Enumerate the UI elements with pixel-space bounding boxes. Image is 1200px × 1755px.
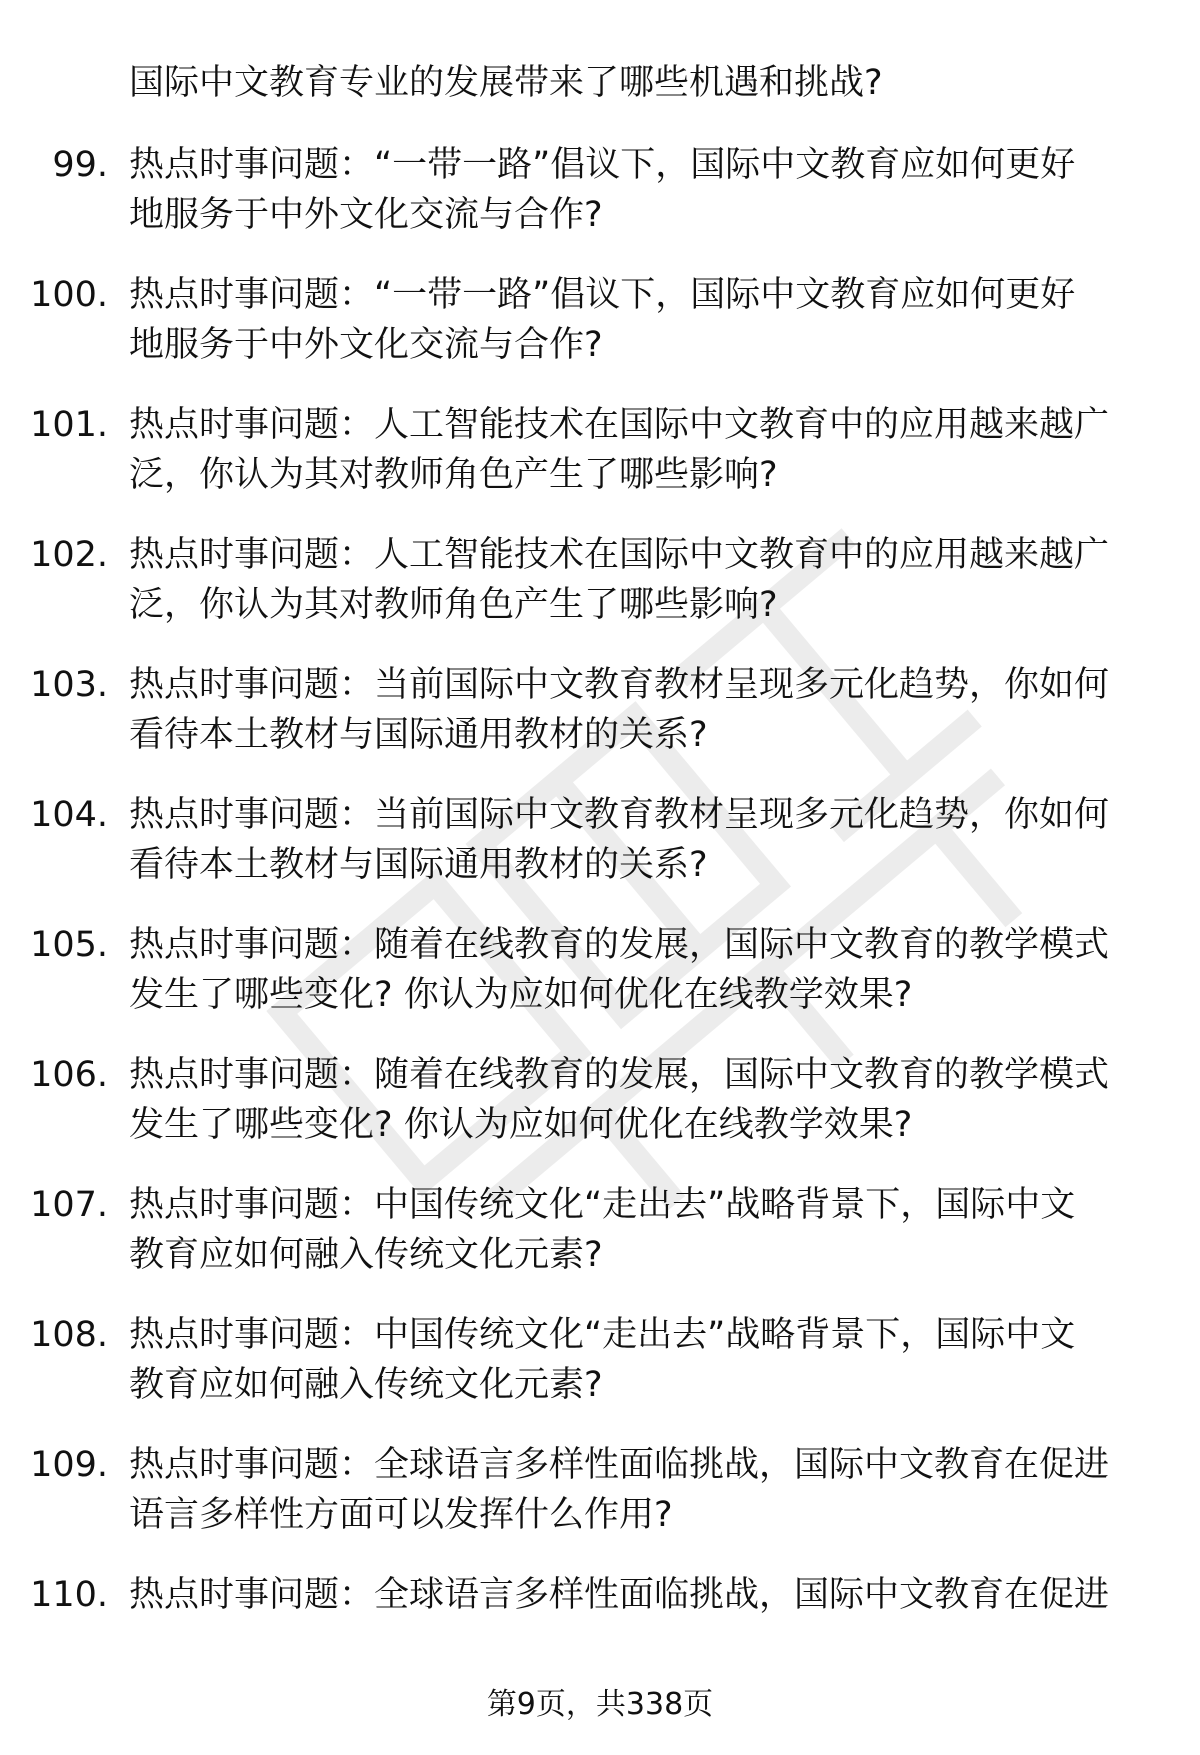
question-text-line: 看待本土教材与国际通用教材的关系?: [129, 715, 708, 755]
question-text-line: 热点时事问题：随着在线教育的发展，国际中文教育的教学模式: [129, 1055, 1110, 1095]
question-item: [0, 1310, 1200, 1440]
question-list: [0, 140, 1200, 1700]
question-number: 110.: [30, 1575, 108, 1615]
question-number: 108.: [30, 1315, 108, 1355]
question-text-line: 热点时事问题：人工智能技术在国际中文教育中的应用越来越广: [129, 405, 1110, 445]
question-text-line: 看待本土教材与国际通用教材的关系?: [129, 845, 708, 885]
question-text-line: 热点时事问题：“一带一路”倡议下，国际中文教育应如何更好: [129, 275, 1076, 315]
question-text: [129, 790, 1149, 890]
question-text-line: 地服务于中外文化交流与合作?: [129, 325, 603, 365]
question-item: [0, 530, 1200, 660]
question-text-line: 泛，你认为其对教师角色产生了哪些影响?: [129, 455, 778, 495]
question-item: [0, 790, 1200, 920]
question-text-line: 泛，你认为其对教师角色产生了哪些影响?: [129, 585, 778, 625]
question-text: [129, 140, 1149, 240]
question-text: [129, 1310, 1149, 1410]
question-text-line: 热点时事问题：全球语言多样性面临挑战，国际中文教育在促进: [129, 1445, 1110, 1485]
question-text-line: 热点时事问题：“一带一路”倡议下，国际中文教育应如何更好: [129, 145, 1076, 185]
question-text-line: 热点时事问题：中国传统文化“走出去”战略背景下，国际中文: [129, 1185, 1076, 1225]
question-text-line: 发生了哪些变化? 你认为应如何优化在线教学效果?: [129, 1105, 913, 1145]
question-text-line: 热点时事问题：中国传统文化“走出去”战略背景下，国际中文: [129, 1315, 1076, 1355]
question-item: [0, 140, 1200, 270]
question-text-line: 热点时事问题：全球语言多样性面临挑战，国际中文教育在促进: [129, 1575, 1110, 1615]
question-item: [0, 1050, 1200, 1180]
question-text-line: [129, 1620, 1149, 1670]
question-item: [0, 920, 1200, 1050]
question-number: 103.: [30, 665, 108, 705]
question-text-line: 教育应如何融入传统文化元素?: [129, 1365, 603, 1405]
question-item: [0, 400, 1200, 530]
question-text-line: 热点时事问题：当前国际中文教育教材呈现多元化趋势，你如何: [129, 795, 1110, 835]
question-text: [129, 1180, 1149, 1280]
question-text: [129, 1570, 1149, 1670]
question-text-line: 热点时事问题：随着在线教育的发展，国际中文教育的教学模式: [129, 925, 1110, 965]
question-number: 104.: [30, 795, 108, 835]
question-item: [0, 1180, 1200, 1310]
question-item: [0, 1570, 1200, 1700]
question-number: 105.: [30, 925, 108, 965]
question-number: 102.: [30, 535, 108, 575]
question-text-line: 热点时事问题：人工智能技术在国际中文教育中的应用越来越广: [129, 535, 1110, 575]
question-text-line: 地服务于中外文化交流与合作?: [129, 195, 603, 235]
question-number: 107.: [30, 1185, 108, 1225]
question-text: [129, 530, 1149, 630]
question-text: [129, 1440, 1149, 1540]
question-item: [0, 270, 1200, 400]
question-text-line: 发生了哪些变化? 你认为应如何优化在线教学效果?: [129, 975, 913, 1015]
question-number: 106.: [30, 1055, 108, 1095]
question-text-line: 语言多样性方面可以发挥什么作用?: [129, 1495, 673, 1535]
question-item: [0, 1440, 1200, 1570]
question-text: [129, 660, 1149, 760]
question-number: 101.: [30, 405, 108, 445]
question-text-line: 教育应如何融入传统文化元素?: [129, 1235, 603, 1275]
question-number: 100.: [30, 275, 108, 315]
question-number: 99.: [52, 145, 108, 185]
question-text: [129, 920, 1149, 1020]
question-text-line: 热点时事问题：当前国际中文教育教材呈现多元化趋势，你如何: [129, 665, 1110, 705]
question-text: [129, 270, 1149, 370]
question-number: 109.: [30, 1445, 108, 1485]
page-footer: 第9页，共338页: [486, 1687, 714, 1722]
question-text: [129, 1050, 1149, 1150]
question-text: [129, 400, 1149, 500]
continued-question-line: 国际中文教育专业的发展带来了哪些机遇和挑战?: [129, 63, 883, 103]
question-item: [0, 660, 1200, 790]
